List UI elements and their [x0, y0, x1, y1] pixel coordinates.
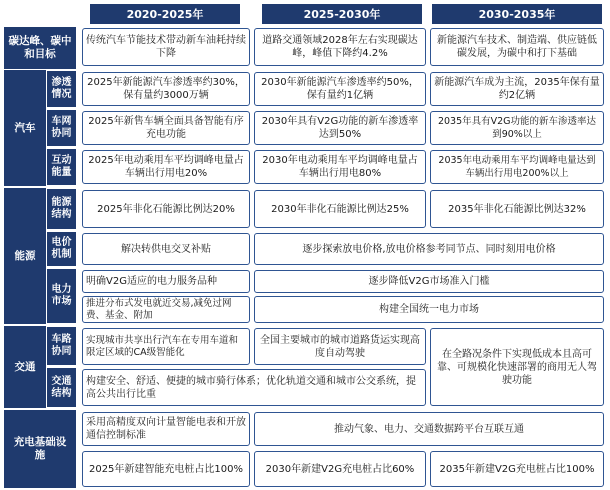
cell-synergy-2020: 2025年新售车辆全面具备智能有序充电功能: [82, 111, 250, 145]
header-2025-2030: 2025-2030年: [262, 4, 422, 24]
cell-penetration-2030: 新能源汽车成为主流，2035年保有量约2亿辆: [430, 72, 604, 106]
cell-infra-b-2020: 2025年新建智能充电桩占比100%: [82, 451, 250, 487]
cell-traffic-2020-2030: 构建安全、舒适、便捷的城市骑行体系；优化轨道交通和城市公交系统，提高公共出行比重: [82, 369, 426, 406]
cell-interaction-2025: 2030年电动乘用车平均调峰电量占车辆出行用电80%: [254, 150, 426, 184]
cell-market-a-2025-2035: 逐步降低V2G市场准入门槛: [254, 270, 604, 293]
category-car: 汽车: [4, 70, 46, 186]
sub-penetration: 渗透情况: [47, 70, 76, 108]
sub-road: 车路协同: [47, 326, 76, 366]
cell-carbon-2025: 道路交通领域2028年左右实现碳达峰，峰值下降约4.2%: [254, 28, 426, 66]
cell-road-2025: 全国主要城市的城市道路货运实现高度自动驾驶: [254, 328, 426, 365]
header-2020-2025: 2020-2025年: [90, 4, 240, 24]
cell-infra-b-2030: 2035年新建V2G充电桩占比100%: [430, 451, 604, 487]
sub-traffic: 交通结构: [47, 367, 76, 408]
cell-interaction-2030: 2035年电动乘用车平均调峰电量达到车辆出行用电200%以上: [430, 150, 604, 184]
cell-carbon-2020: 传统汽车节能技术带动新车油耗持续下降: [82, 28, 250, 66]
cell-synergy-2025: 2030年具有V2G功能的新车渗透率达到50%: [254, 111, 426, 145]
cell-infra-a-2025-2035: 推动气象、电力、交通数据跨平台互联互通: [254, 412, 604, 446]
category-infrastructure: 充电基础设施: [4, 410, 76, 488]
category-energy: 能源: [4, 188, 46, 324]
cell-penetration-2020: 2025年新能源汽车渗透率约30%，保有量约3000万辆: [82, 72, 250, 106]
sub-price: 电价机制: [47, 231, 76, 267]
cell-carbon-2030: 新能源汽车技术、制造端、供应链低碳发展，为碳中和打下基础: [430, 28, 604, 66]
cell-structure-2020: 2025年非化石能源比例达20%: [82, 190, 250, 228]
cell-price-2020: 解决转供电交叉补贴: [82, 233, 250, 265]
cell-infra-b-2025: 2030年新建V2G充电桩占比60%: [254, 451, 426, 487]
cell-interaction-2020: 2025年电动乘用车平均调峰电量占车辆出行用电20%: [82, 150, 250, 184]
cell-market-b-2020: 推进分布式发电就近交易,减免过网费、基金、附加: [82, 296, 250, 323]
sub-market: 电力市场: [47, 268, 76, 324]
cell-market-a-2020: 明确V2G适应的电力服务品种: [82, 270, 250, 293]
cell-road-2030: 在全路况条件下实现低成本且高可靠、可规模化快速部署的商用无人驾驶功能: [430, 328, 604, 406]
header-2030-2035: 2030-2035年: [432, 4, 602, 24]
cell-structure-2025: 2030年非化石能源比例达25%: [254, 190, 426, 228]
cell-penetration-2025: 2030年新能源汽车渗透率约50%，保有量约1亿辆: [254, 72, 426, 106]
cell-structure-2030: 2035年非化石能源比例达32%: [430, 190, 604, 228]
cell-infra-a-2020: 采用高精度双向计量智能电表和开放通信控制标准: [82, 412, 250, 446]
category-transport: 交通: [4, 326, 46, 408]
category-carbon: 碳达峰、碳中和目标: [4, 27, 76, 69]
cell-synergy-2030: 2035年具有V2G功能的新车渗透率达到90%以上: [430, 111, 604, 145]
sub-synergy: 车网协同: [47, 109, 76, 147]
sub-interaction: 互动能量: [47, 148, 76, 186]
cell-price-2025-2035: 逐步探索放电价格,放电价格参考同节点、同时刻用电价格: [254, 233, 604, 265]
cell-road-2020: 实现城市共享出行汽车在专用车道和限定区域的CA级智能化: [82, 328, 250, 365]
cell-market-b-2025-2035: 构建全国统一电力市场: [254, 296, 604, 323]
sub-structure: 能源结构: [47, 188, 76, 230]
